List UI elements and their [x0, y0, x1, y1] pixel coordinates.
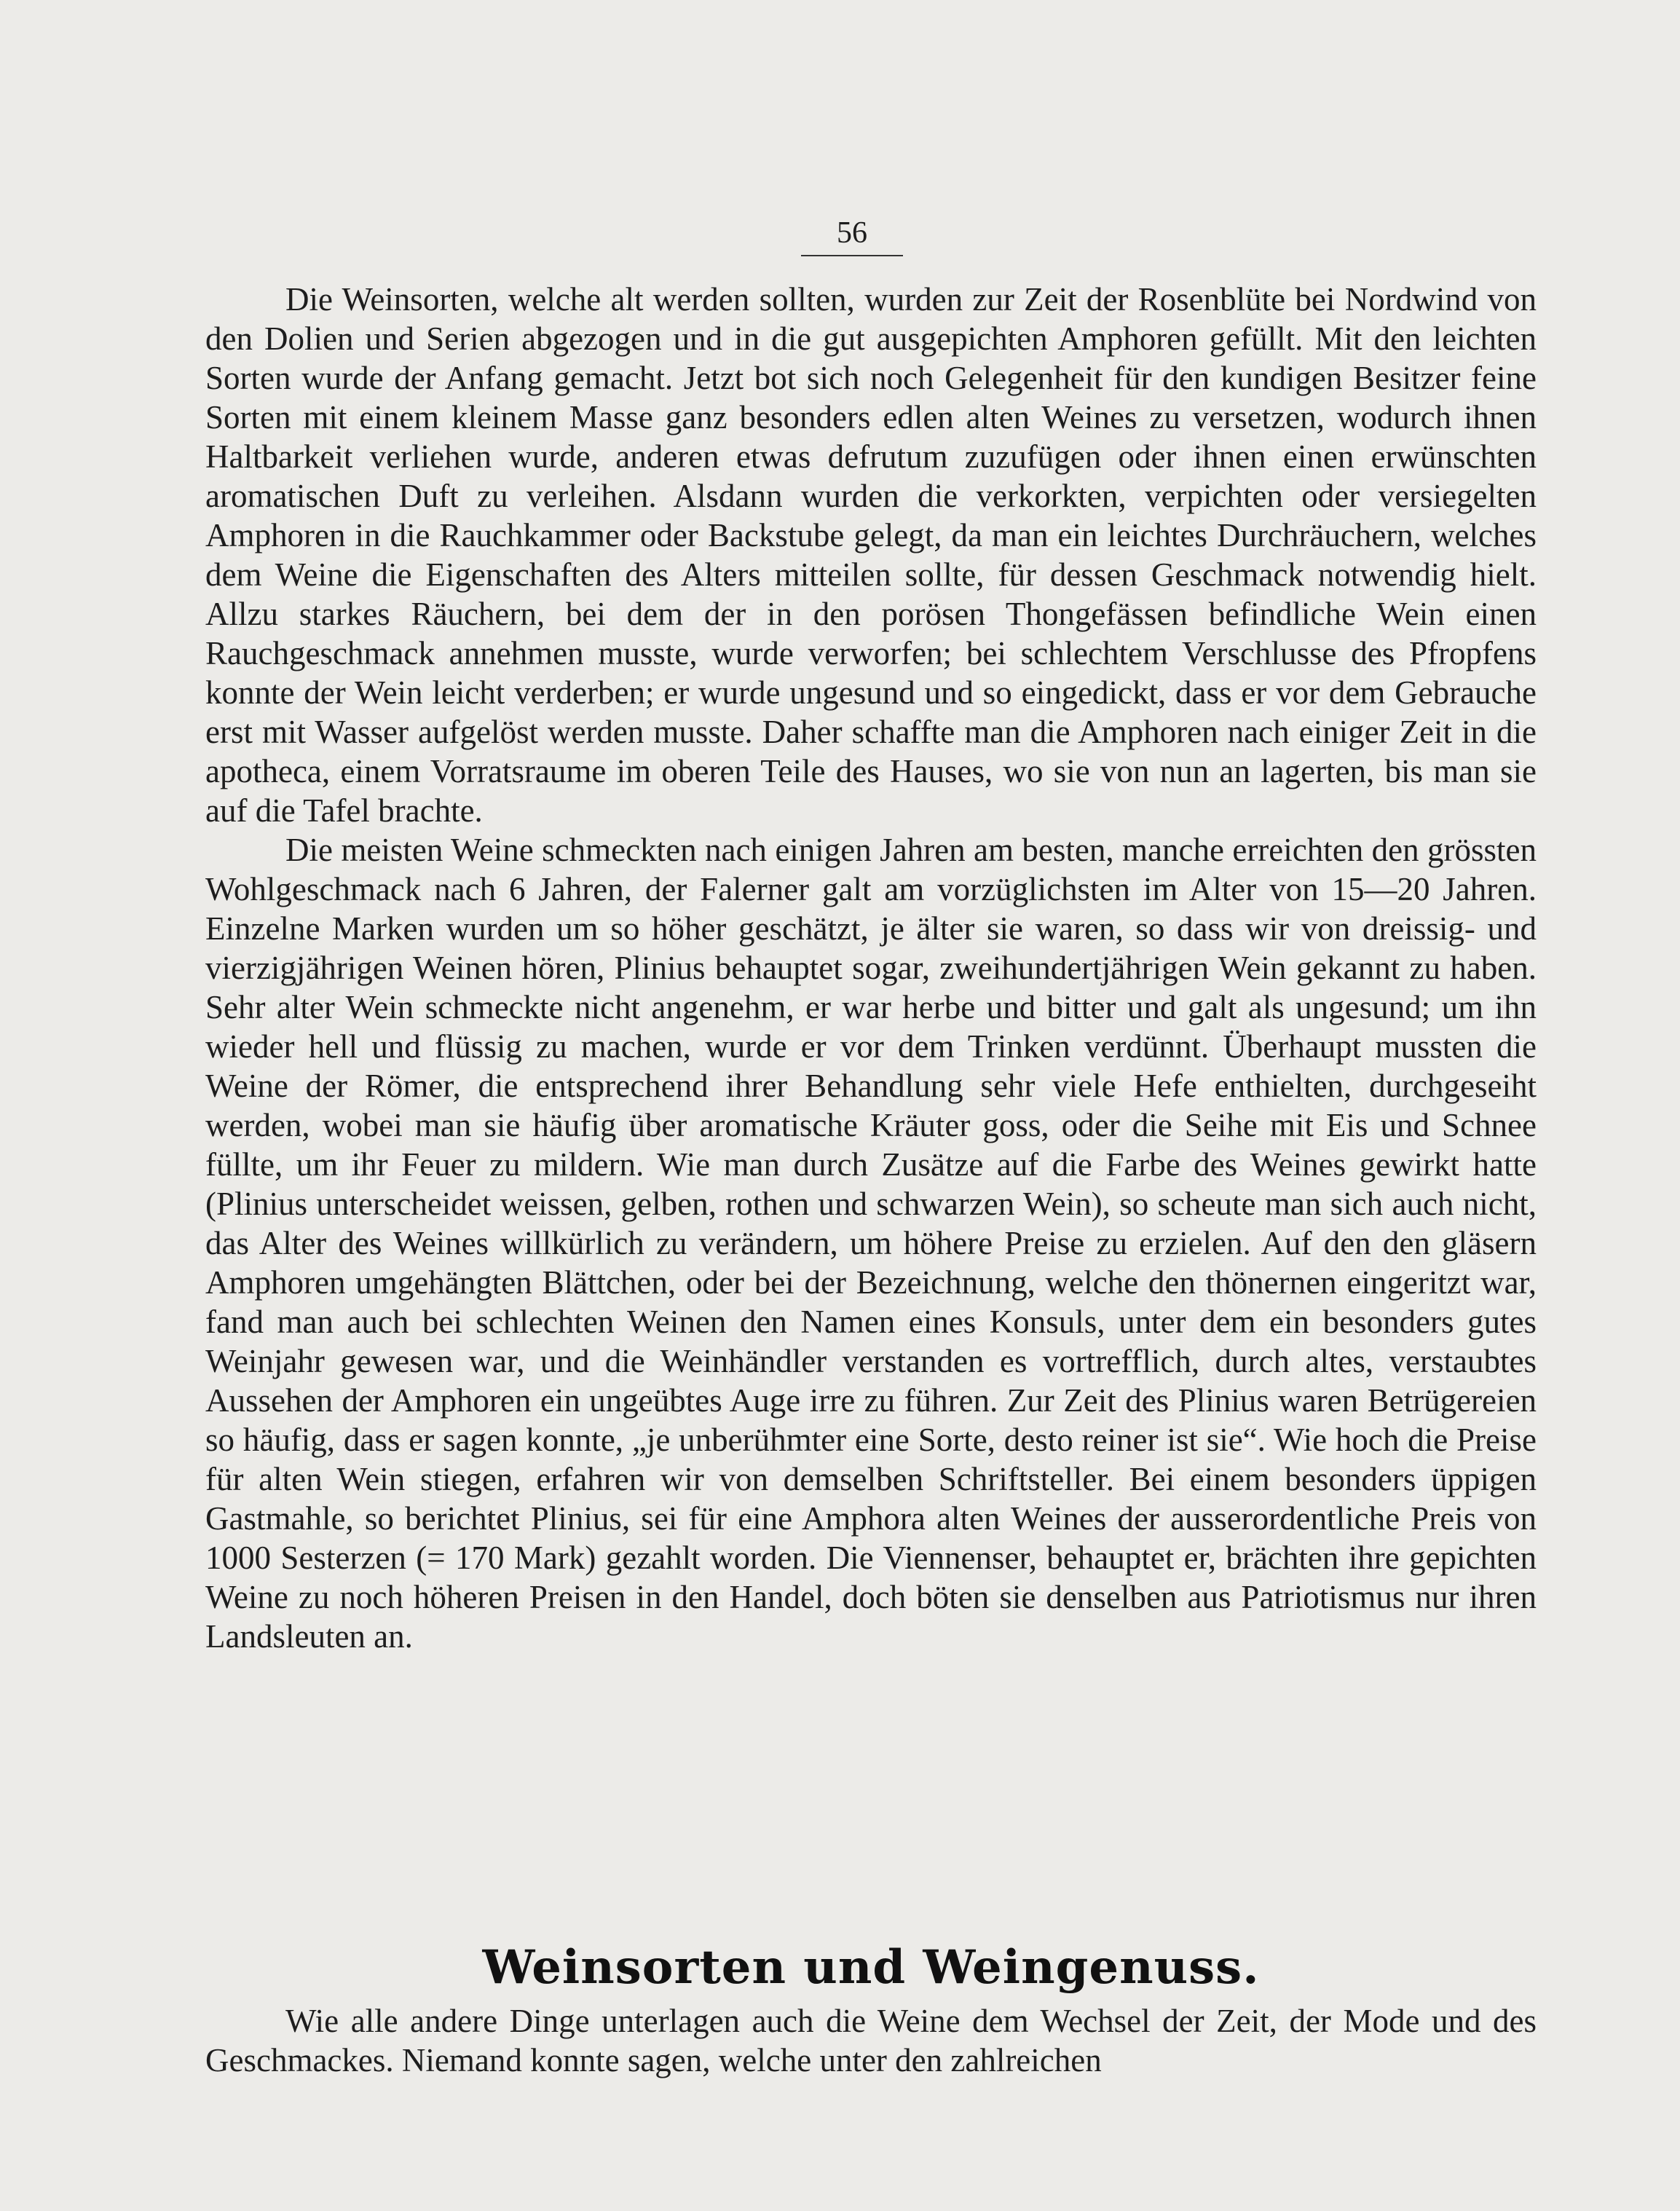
paragraph-wine-aging: Die meisten Weine schmeckten nach einigen Jahren am besten, manche erreichten den grössten Wohlgeschmack nach 6 Jahren, der Falerner galt am vorzüglichsten im Alter von 15—20 Jahren. Einzelne Marken wurden um so höher geschätzt, je älter sie waren, so dass wir von dreissig- und vierzigjährigen Weinen hören, Plinius behauptet sogar, zweihundertjährigen Wein gekannt zu haben. Sehr alter Wein schmeckte nicht angenehm, er war herbe und bitter und galt als ungesund; um ihn wieder hell und flüssig zu machen, wurde er vor dem Trinken verdünnt. Überhaupt mussten die Weine der Römer, die entsprechend ihrer Behandlung sehr viele Hefe enthielten, durchgeseiht werden, wobei man sie häufig über aromatische Kräuter goss, oder die Seihe mit Eis und Schnee füllte, um ihr Feuer zu mildern. Wie man durch Zusätze auf die Farbe des Weines gewirkt hatte (Plinius unterscheidet weissen, gelben, rothen und schwarzen Wein), so scheute man sich auch nicht, das Alter des Weines willkürlich zu verändern, um höhere Preise zu erzielen. Auf den den gläsern Amphoren umgehängten Blättchen, oder bei der Bezeichnung, welche den thönernen eingeritzt war, fand man auch bei schlechten Weinen den Namen eines Konsuls, unter dem ein besonders gutes Weinjahr gewesen war, und die Weinhändler verstanden es vortrefflich, durch altes, verstaubtes Aussehen der Amphoren ein ungeübtes Auge irre zu führen. Zur Zeit des Plinius waren Betrügereien so häufig, dass er sagen konnte, „je unberühmter eine Sorte, desto reiner ist sie“. Wie hoch die Preise für alten Wein stiegen, erfahren wir von demselben Schriftsteller. Bei einem besonders üppigen Gastmahle, so berichtet Plinius, sei für eine Amphora alten Weines der ausserordentliche Preis von 1000 Sesterzen (= 170 Mark) gezahlt worden. Die Viennenser, behauptet er, brächten ihre gepichten Weine zu noch höheren Preisen in den Handel, doch böten sie denselben aus Patriotismus nur ihren Landsleuten an.	[205, 832, 1537, 1655]
body-text	[205, 280, 1537, 1656]
page-number: 56	[801, 216, 903, 256]
paragraph-wine-storage: Die Weinsorten, welche alt werden sollten, wurden zur Zeit der Rosenblüte bei Nordwind von den Dolien und Serien abgezogen und in die gut ausgepichten Amphoren gefüllt. Mit den leichten Sorten wurde der Anfang gemacht. Jetzt bot sich noch Gelegenheit für den kundigen Besitzer feine Sorten mit einem kleinem Masse ganz besonders edlen alten Weines zu versetzen, wodurch ihnen Haltbarkeit verliehen wurde, anderen etwas defrutum zuzufügen oder ihnen einen erwünschten aromatischen Duft zu verleihen. Alsdann wurden die verkorkten, verpichten oder versiegelten Amphoren in die Rauchkammer oder Backstube gelegt, da man ein leichtes Durchräuchern, welches dem Weine die Eigenschaften des Alters mitteilen sollte, für dessen Geschmack notwendig hielt. Allzu starkes Räuchern, bei dem der in den porösen Thongefässen befindliche Wein einen Rauchgeschmack annehmen musste, wurde verworfen; bei schlechtem Verschlusse des Pfropfens konnte der Wein leicht verderben; er wurde ungesund und so eingedickt, dass er vor dem Gebrauche erst mit Wasser aufgelöst werden musste. Daher schaffte man die Amphoren nach einiger Zeit in die apotheca, einem Vorratsraume im oberen Teile des Hauses, wo sie von nun an lagerten, bis man sie auf die Tafel brachte.	[205, 281, 1537, 829]
section-text	[205, 2001, 1537, 2080]
section-paragraph: Wie alle andere Dinge unterlagen auch die Weine dem Wechsel der Zeit, der Mode und des Geschmackes. Niemand konnte sagen, welche unter den zahlreichen	[205, 2003, 1537, 2078]
section-heading: Weinsorten und Weingenuss.	[482, 1940, 1260, 1995]
